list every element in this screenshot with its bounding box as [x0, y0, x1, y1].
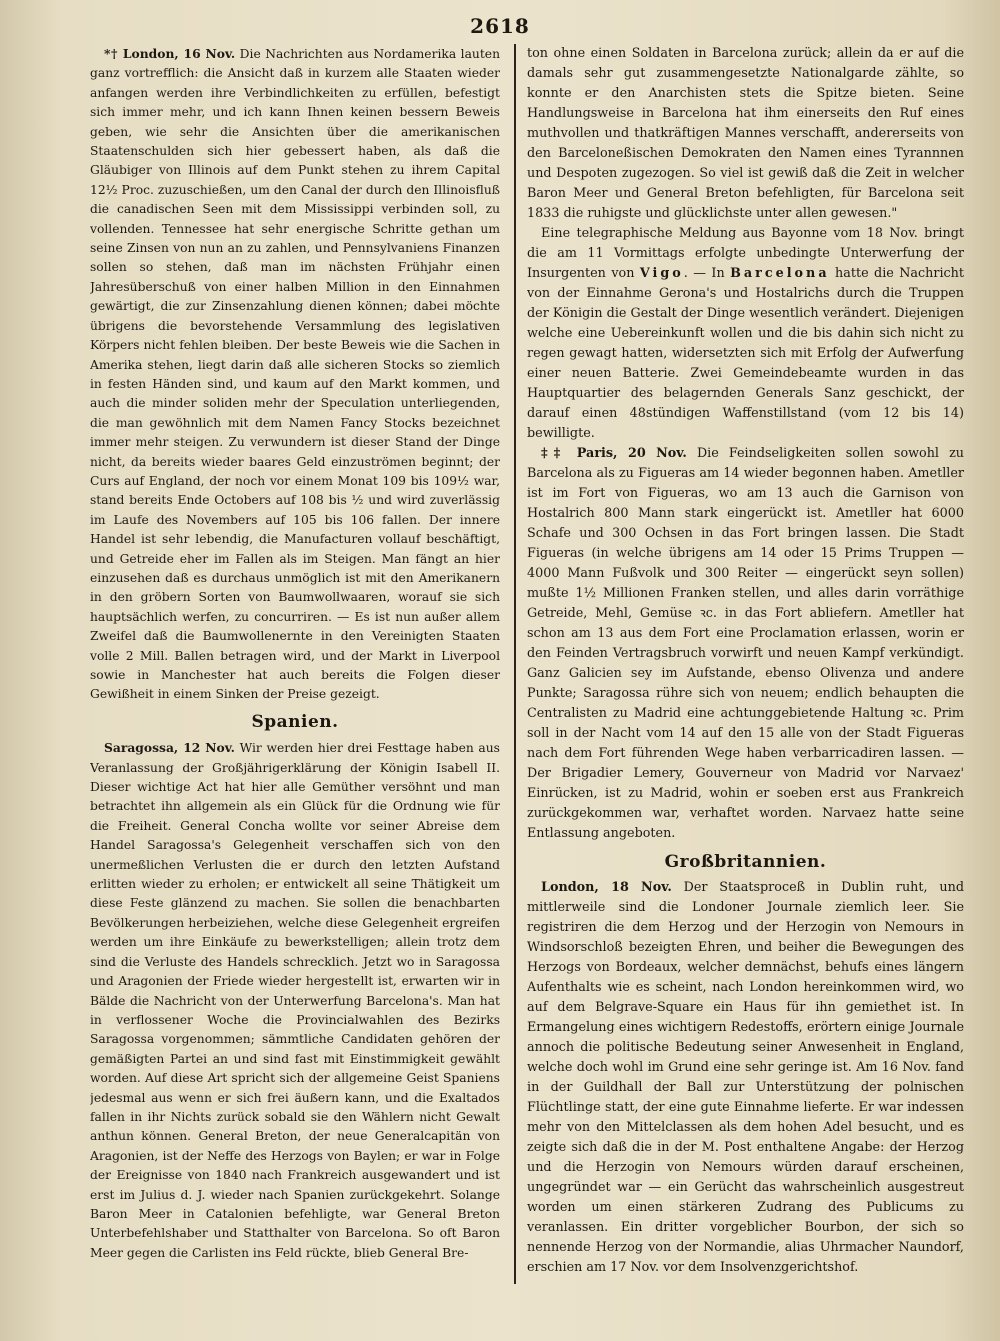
- saragossa-continued: ton ohne einen Soldaten in Barcelona zurück; allein da er auf die damals sehr gut zusammengesetzte Nationalgarde zählte, so konnte er den Anarchisten stets die Spitze bieten. Seine Handlungsweise in Barcelona hat ihm einerseits den Ruf eines muthvollen und thatkräftigen Mannes verschafft, andererseits von den Barceloneßischen Demokraten den Namen eines Tyrannnen und Despoten zugezogen. So viel ist gewiß daß die Zeit in welcher Baron Meer und General Breton befehligten, für Barcelona seit 1833 die ruhigste und glücklichste unter allen gewesen.": [527, 46, 964, 221]
- paris-article: [527, 444, 964, 844]
- paris-article-text: Die Feindseligkeiten sollen sowohl zu Barcelona als zu Figueras am 14 wieder begonnen haben. Ametller ist im Fort von Figueras, wo am 13 auch die Garnison von Hostalrich 800 Mann stark eingerückt ist. Ametller hat 6000 Schafe und 300 Ochsen in das Fort bringen lassen. Die Stadt Figueras (in welche übrigens am 14 oder 15 Prims Truppen — 4000 Mann Fußvolk und 300 Reiter — eingerückt seyn sollen) mußte 1½ Millionen Franken stellen, und alles darin vorräthige Getreide, Mehl, Gemüse ꝛc. in das Fort abliefern. Ametller hat schon am 13 aus dem Fort eine Proclamation erlassen, worin er den Feinden Vertragsbruch vorwirft und neuen Kampf verkündigt. Ganz Galicien sey im Aufstande, ebenso Olivenza und andere Punkte; Saragossa rühre sich von neuem; endlich behaupten die Centralisten zu Madrid eine achtunggebietende Haltung ꝛc. Prim soll in der Nacht vom 14 auf den 15 alle von der Stadt Figueras nach dem Fort führenden Wege haben verbarricadiren lassen. — Der Brigadier Lemery, Gouverneur von Madrid vor Narvaez' Einrücken, ist zu Madrid, wohin er soeben erst aus Frankreich zurückgekommen war, verhaftet worden. Narvaez hatte seine Entlassung angeboten.: [527, 446, 964, 841]
- section-heading-spain: Spanien.: [251, 711, 339, 732]
- column-divider: [514, 44, 516, 1284]
- saragossa-dateline: Saragossa, 12 Nov.: [104, 740, 235, 756]
- saragossa-article-text: Wir werden hier drei Festtage haben aus Veranlassung der Großjährigerklärung der Königin Isabell II. Dieser wichtige Act hat hier alle Gemüther versöhnt und man betrachtet ihn allgemein als ein Glück für die Ordnung wie für die Freiheit. General Concha wollte vor seiner Abreise dem Handel Saragossa's Gelegenheit verschaffen sich von den unermeßlichen Verlusten die er durch den letzten Aufstand erlitten wieder zu erholen; er entwickelt all seine Thätigkeit um diese Feste glänzend zu machen. Sie sollen die benachbarten Bevölkerungen herbeiziehen, welche diese Gelegenheit ergreifen werden um ihre Einkäufe zu bewerkstelligen; allein trotz dem sind die Verluste des Handels schrecklich. Jetzt wo in Saragossa und Aragonien der Friede wieder hergestellt ist, erwarten wir in Bälde die Nachricht von der Unterwerfung Barcelona's. Man hat in verflossener Woche die Provincialwahlen des Bezirks Saragossa vorgenommen; sämmtliche Candidaten gehören der gemäßigten Partei an und sind fast mit Einstimmigkeit gewählt worden. Auf diese Art spricht sich der allgemeine Geist Spaniens jedesmal aus wenn er sich frei äußern kann, und die Exaltados fallen in ihr Nichts zurück sobald sie den Wählern nicht Gewalt anthun können. General Breton, der neue Generalcapitän von Aragonien, ist der Neffe des Herzogs von Baylen; er war in Folge der Ereignisse von 1840 nach Frankreich ausgewandert und ist erst im Julius d. J. wieder nach Spanien zurückgekehrt. Solange Baron Meer in Catalonien befehligte, war General Breton Unterbefehlshaber und Statthalter von Barcelona. So oft Baron Meer gegen die Carlisten ins Feld rückte, blieb General Bre-: [90, 741, 500, 1260]
- left-column: [90, 44, 500, 1284]
- london-2-article-text: Der Staatsproceß in Dublin ruht, und mittlerweile sind die Londoner Journale ziemlich leer. Sie registriren die dem Herzog und der Herzogin von Nemours in Windsorschloß bezeigten Ehren, und beiher die Bewegungen des Herzogs von Bordeaux, welcher demnächst, behufs eines längern Aufenthalts wie es scheint, nach London hereinkommen wird, wo auf dem Belgrave-Square ein Haus für ihn gemiethet ist. In Ermangelung eines wichtigern Redestoffs, erörtern einige Journale annoch die politische Bedeutung seiner Anwesenheit in England, welche doch wohl im Grund eine sehr geringe ist. Am 16 Nov. fand in der Guildhall der Ball zur Unterstützung der polnischen Flüchtlinge statt, der eine gute Einnahme lieferte. Er war indessen mehr von den Mittelclassen als dem hohen Adel besucht, und es zeigte sich daß die in der M. Post enthaltene Angabe: der Herzog und die Herzogin von Nemours würden darauf erscheinen, ungegründet war — ein Gerücht das wahrscheinlich ausgestreut worden um einen stärkeren Zudrang des Publicums zu veranlassen. Ein dritter vorgeblicher Bourbon, der sich so nennende Herzog von der Normandie, alias Uhrmacher Naundorf, erschien am 17 Nov. vor dem Insolvenzgerichtshof.: [527, 880, 964, 1275]
- london-dateline: *† London, 16 Nov.: [104, 46, 236, 61]
- london-2-dateline: London, 18 Nov.: [541, 880, 672, 895]
- london-article-2: [527, 878, 964, 1278]
- saragossa-article: [90, 738, 500, 1263]
- telegraph-text-after: hatte die Nachricht von der Einnahme Gerona's und Hostalrichs durch die Truppen der Königin die Gestalt der Dinge wesentlich verändert. Diejenigen welche eine Uebereinkunft wollen und die bis dahin sich nicht zu regen gewagt hatten, widersetzten sich mit Erfolg der Aufwerfung einer neuen Batterie. Zwei Gemeindebeamte wurden in das Hauptquartier des belagernden Generals Sanz geschickt, der darauf einen 48stündigen Waffenstillstand (vom 12 bis 14) bewilligte.: [527, 266, 964, 441]
- page-number: 2618: [470, 14, 530, 38]
- section-heading-britain: Großbritannien.: [664, 852, 827, 872]
- telegraph-text-before: Eine telegraphische Meldung aus Bayonne vom 18 Nov. bringt die am 11 Vormittags erfolgte unbedingte Unterwerfung der Insurgenten von: [527, 226, 964, 281]
- telegraph-paragraph: [527, 224, 964, 444]
- paris-dateline: ‡‡ Paris, 20 Nov.: [541, 446, 687, 461]
- place-barcelona: Barcelona: [730, 266, 830, 281]
- london-article-text: Die Nachrichten aus Nordamerika lauten ganz vortrefflich: die Ansicht daß in kurzem alle Staaten wieder anfangen werden ihre Verbindlichkeiten zu erfüllen, befestigt sich immer mehr, und ich kann Ihnen keinen bessern Beweis geben, wie sehr die Ansichten über die amerikanischen Staatenschulden sich hier gebessert haben, als daß die Gläubiger von Illinois auf dem Punkt stehen zu ihrem Capital 12½ Proc. zuzuschießen, um den Canal der durch den Illinoisfluß die canadischen Seen mit dem Mississippi verbinden soll, zu vollenden. Tennessee hat sehr energische Schritte gethan um seine Zinsen von nun an zu zahlen, und Pennsylvaniens Finanzen sollen so stehen, daß man im nächsten Frühjahr einen Jahresüberschuß von einer halben Million in den Einnahmen gewärtigt, die zur Zinsenzahlung dienen können; dabei möchte übrigens die bevorstehende Versammlung des legislativen Körpers nicht fehlen bleiben. Der beste Beweis wie die Sachen in Amerika stehen, liegt darin daß alle sicheren Stocks so ziemlich in festen Händen sind, und kaum auf den Markt kommen, und auch die minder soliden mehr der Speculation unterliegenden, die man gewöhnlich mit dem Namen Fancy Stocks bezeichnet immer mehr steigen. Zu verwundern ist dieser Stand der Dinge nicht, da bereits wieder baares Geld einzuströmen beginnt; der Curs auf England, der noch vor einem Monat 109 bis 109½ war, stand bereits Ende Octobers auf 108 bis ½ und wird zuverlässig im Laufe des Novembers auf 105 bis 106 fallen. Der innere Handel ist sehr lebendig, die Manufacturen vollauf beschäftigt, und Getreide eher im Fallen als im Steigen. Man fängt an hier einzusehen daß es durchaus unmöglich ist mit den Amerikanern in den gröbern Sorten von Baumwollwaaren, worauf sie sich hauptsächlich werfen, zu concurriren. — Es ist nun außer allem Zweifel daß die Baumwollenernte in den Vereinigten Staaten volle 2 Mill. Ballen betragen wird, und der Markt in Liverpool sowie in Manchester hat auch bereits die Folgen dieser Gewißheit in einem Sinken der Preise gezeigt.: [90, 47, 500, 702]
- telegraph-text-middle: . — In: [683, 266, 731, 281]
- london-article: [90, 44, 500, 705]
- place-vigo: Vigo: [639, 266, 684, 281]
- right-column: [527, 44, 964, 1284]
